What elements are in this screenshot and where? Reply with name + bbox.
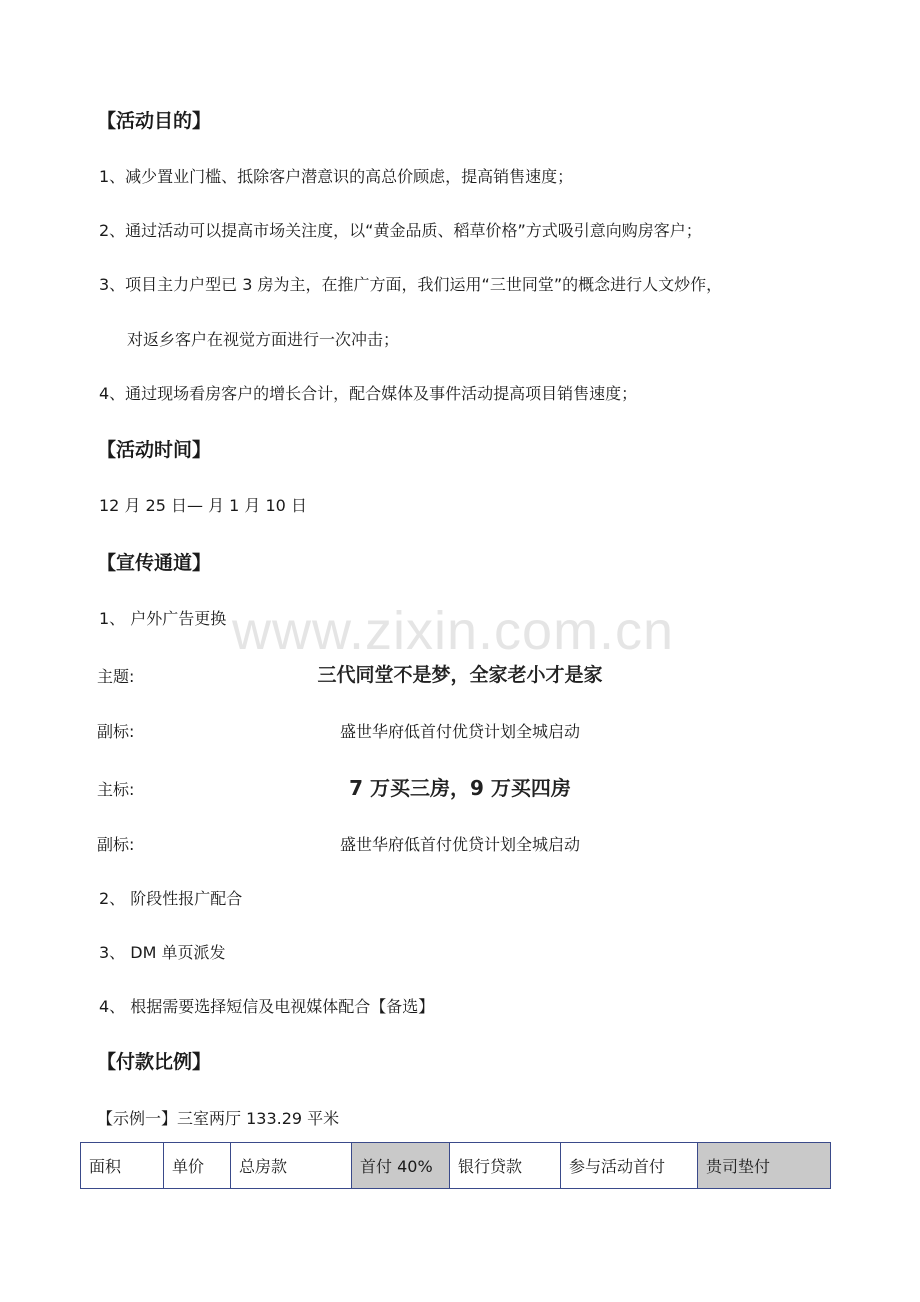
main-title-label: 主标: — [97, 780, 135, 799]
watermark-text: www.zixin.com.cn — [232, 601, 675, 661]
purpose-item-3: 3、项目主力户型已 3 房为主，在推广方面，我们运用“三世同堂”的概念进行人文炒作， — [99, 275, 723, 294]
time-heading: 【活动时间】 — [97, 439, 212, 461]
payment-table — [80, 1142, 831, 1189]
channel-item-1: 1、 户外广告更换 — [99, 609, 227, 628]
payment-example-title: 【示例一】三室两厅 133.29 平米 — [97, 1109, 340, 1128]
header-cell-total-price: 总房款 — [231, 1143, 352, 1189]
header-cell-unit-price: 单价 — [164, 1143, 231, 1189]
table-header-row — [81, 1143, 831, 1189]
purpose-item-3-continued: 对返乡客户在视觉方面进行一次冲击； — [127, 330, 400, 349]
header-cell-down-payment: 首付 40% — [352, 1143, 450, 1189]
subtitle-value-1: 盛世华府低首付优贷计划全城启动 — [339, 722, 580, 741]
purpose-item-2: 2、通过活动可以提高市场关注度，以“黄金品质、稻草价格”方式吸引意向购房客户； — [99, 221, 702, 240]
subtitle-label-1: 副标: — [97, 722, 135, 741]
channel-item-3: 3、 DM 单页派发 — [99, 943, 226, 962]
theme-label: 主题: — [97, 667, 135, 686]
channel-item-2: 2、 阶段性报广配合 — [99, 889, 243, 908]
theme-value: 三代同堂不是梦，全家老小才是家 — [317, 664, 603, 686]
purpose-heading: 【活动目的】 — [97, 110, 212, 132]
channels-heading: 【宣传通道】 — [97, 552, 212, 574]
header-cell-area: 面积 — [81, 1143, 164, 1189]
header-cell-bank-loan: 银行贷款 — [450, 1143, 561, 1189]
purpose-item-4: 4、通过现场看房客户的增长合计，配合媒体及事件活动提高项目销售速度； — [99, 384, 638, 403]
main-title-value: 7 万买三房，9 万买四房 — [349, 776, 571, 800]
time-value: 12 月 25 日— 月 1 月 10 日 — [99, 496, 307, 515]
purpose-item-1: 1、减少置业门槛、抵除客户潜意识的高总价顾虑，提高销售速度； — [99, 167, 574, 186]
channel-item-4: 4、 根据需要选择短信及电视媒体配合【备选】 — [99, 997, 435, 1016]
subtitle-label-2: 副标: — [97, 835, 135, 854]
header-cell-promo-down-payment: 参与活动首付 — [561, 1143, 698, 1189]
header-cell-developer-advance: 贵司垫付 — [698, 1143, 831, 1189]
payment-heading: 【付款比例】 — [97, 1051, 212, 1073]
subtitle-value-2: 盛世华府低首付优贷计划全城启动 — [339, 835, 580, 854]
